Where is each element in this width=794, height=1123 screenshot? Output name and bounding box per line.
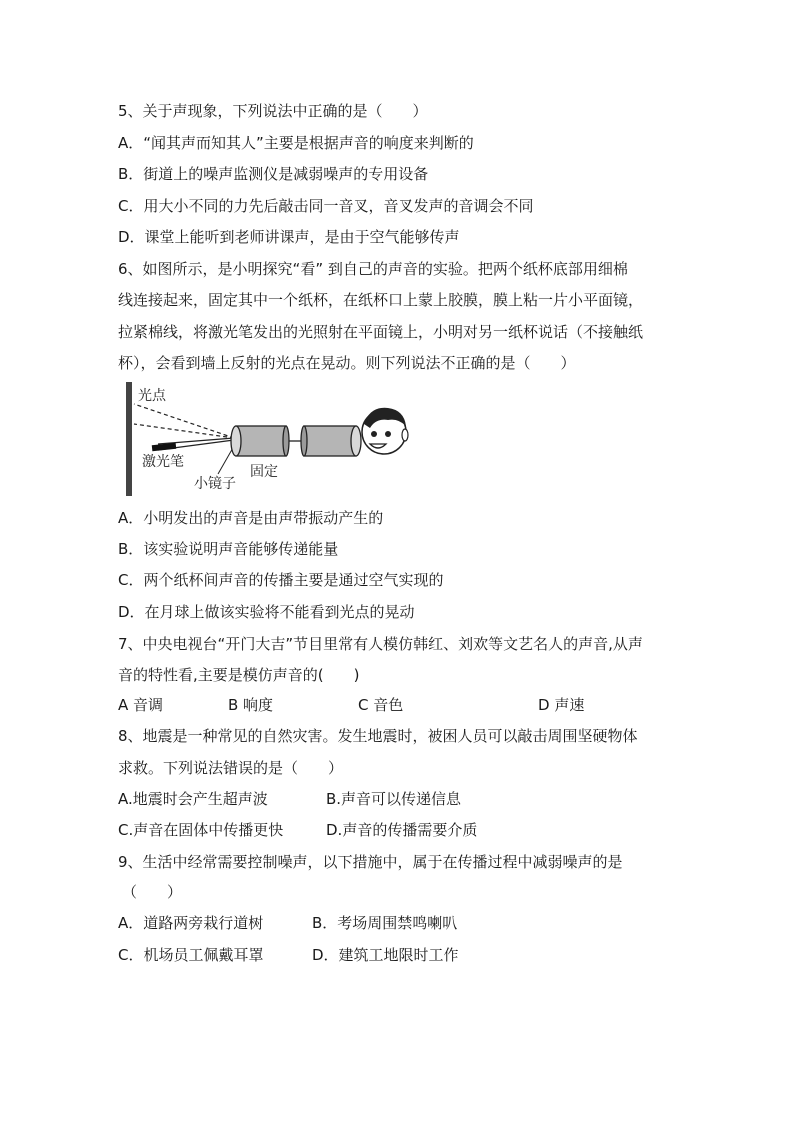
q6-stem-line2: 线连接起来，固定其中一个纸杯，在纸杯口上蒙上胶膜，膜上粘一片小平面镜，	[118, 291, 644, 309]
q9-stem-line2: （ ）	[122, 883, 183, 901]
paper-cup-fixed	[231, 426, 289, 456]
q8-option-b: B.声音可以传递信息	[326, 790, 462, 808]
q6-option-d: D．在月球上做该实验将不能看到光点的晃动	[118, 603, 415, 621]
q5-stem: 5、关于声现象，下列说法中正确的是（ ）	[118, 102, 428, 120]
q7-option-a: A 音调	[118, 696, 164, 714]
q6-stem-line3: 拉紧棉线，将激光笔发出的光照射在平面镜上，小明对另一纸杯说话（不接触纸	[118, 323, 644, 341]
q9-option-c: C．机场员工佩戴耳罩	[118, 946, 264, 964]
q6-stem-line1: 6、如图所示，是小明探究“看” 到自己的声音的实验。把两个纸杯底部用细棉	[118, 260, 628, 278]
reflected-beam-upper	[134, 404, 234, 438]
q9-option-b: B．考场周围禁鸣喇叭	[312, 914, 458, 932]
q5-option-a: A．“闻其声而知其人”主要是根据声音的响度来判断的	[118, 134, 474, 152]
q9-option-d: D．建筑工地限时工作	[312, 946, 459, 964]
q7-stem-line1: 7、中央电视台“开门大吉”节目里常有人模仿韩红、刘欢等文艺名人的声音,从声	[118, 635, 643, 653]
q9-option-a: A．道路两旁栽行道树	[118, 914, 264, 932]
q7-option-d: D 声速	[538, 696, 585, 714]
q6-option-a: A．小明发出的声音是由声带振动产生的	[118, 509, 384, 527]
q5-option-d: D．课堂上能听到老师讲课声，是由于空气能够传声	[118, 228, 460, 246]
q6-option-c: C．两个纸杯间声音的传播主要是通过空气实现的	[118, 571, 444, 589]
q8-stem-line1: 8、地震是一种常见的自然灾害。发生地震时，被困人员可以敲击周围坚硬物体	[118, 727, 638, 745]
experiment-figure	[118, 380, 418, 500]
q8-option-d: D.声音的传播需要介质	[326, 821, 478, 839]
q7-option-c: C 音色	[358, 696, 404, 714]
q6-option-b: B．该实验说明声音能够传递能量	[118, 540, 339, 558]
q5-option-c: C．用大小不同的力先后敲击同一音叉，音叉发声的音调会不同	[118, 197, 534, 215]
q8-option-c: C.声音在固体中传播更快	[118, 821, 284, 839]
fixed-label: 固定	[250, 464, 278, 480]
mirror-label: 小镜子	[194, 476, 236, 492]
paper-cup-speaking	[301, 426, 361, 456]
q5-option-b: B．街道上的噪声监测仪是减弱噪声的专用设备	[118, 165, 429, 183]
reflected-beam-lower	[134, 424, 234, 438]
q7-stem-line2: 音的特性看,主要是模仿声音的( )	[118, 666, 360, 684]
wall	[126, 382, 132, 496]
laser-pen	[152, 443, 176, 451]
q8-stem-line2: 求救。下列说法错误的是（ ）	[118, 759, 344, 777]
boy-face	[362, 408, 408, 454]
q8-option-a: A.地震时会产生超声波	[118, 790, 268, 808]
laser-pen-label: 激光笔	[142, 454, 184, 470]
light-spot-label: 光点	[138, 388, 166, 404]
q7-option-b: B 响度	[228, 696, 274, 714]
q9-stem-line1: 9、生活中经常需要控制噪声，以下措施中，属于在传播过程中减弱噪声的是	[118, 853, 623, 871]
q6-stem-line4: 杯），会看到墙上反射的光点在晃动。则下列说法不正确的是（ ）	[118, 354, 576, 372]
